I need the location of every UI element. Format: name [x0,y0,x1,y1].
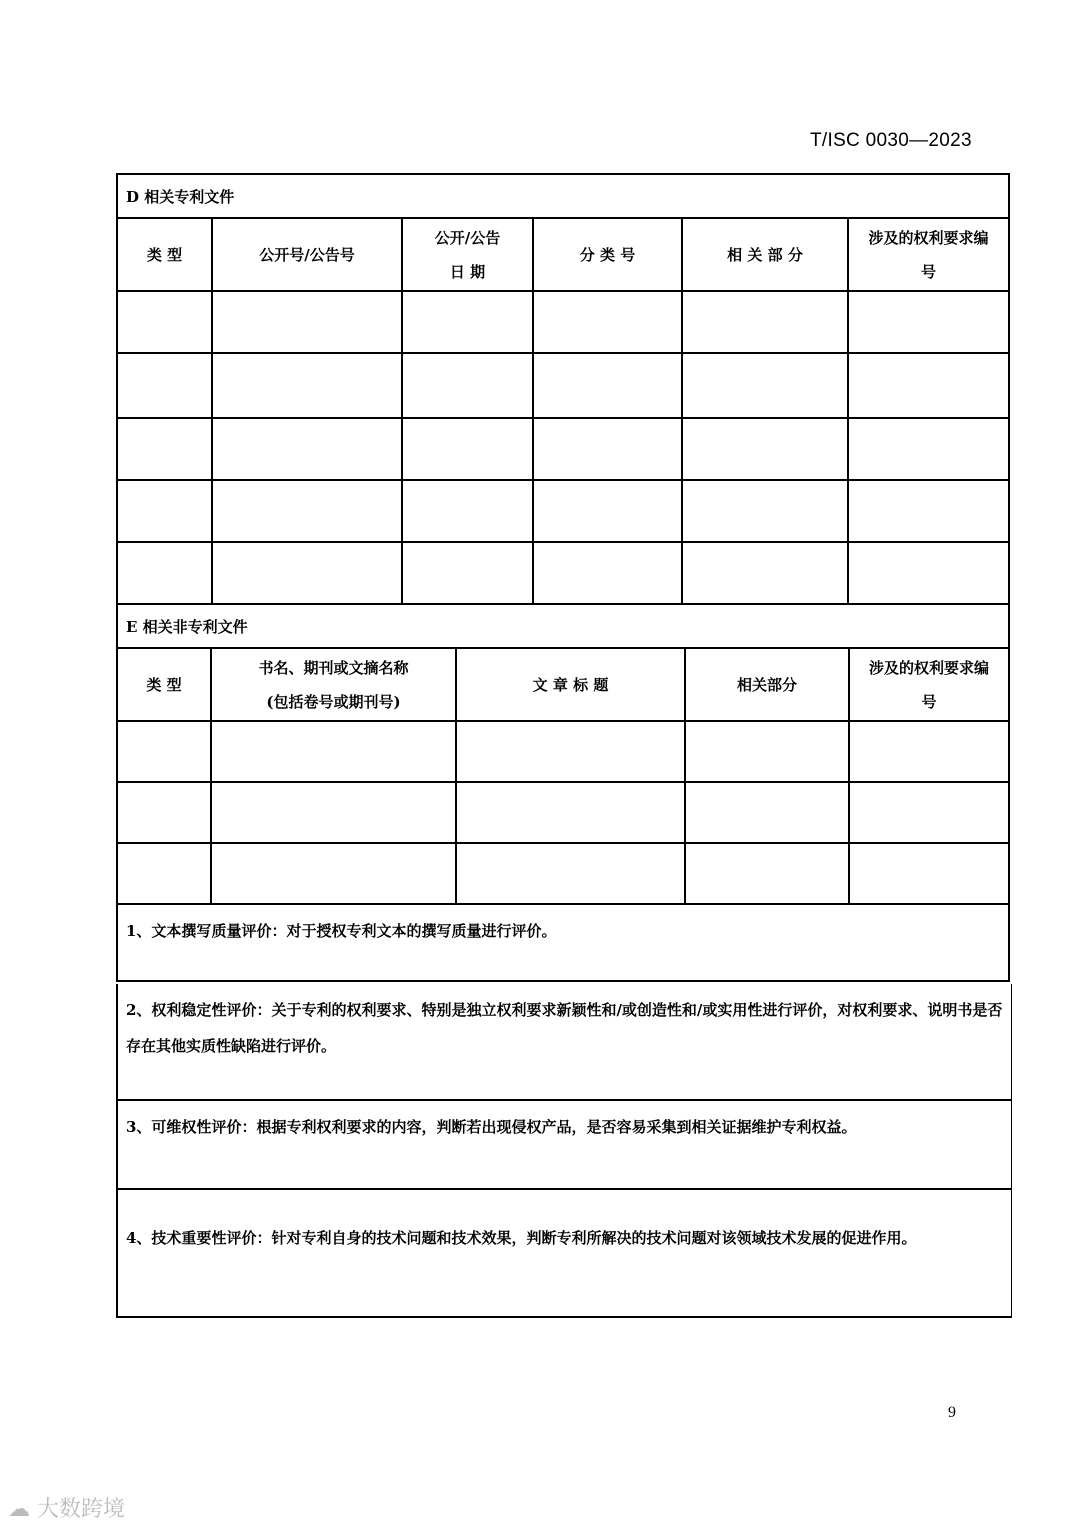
cell[interactable] [685,782,849,843]
cell[interactable] [118,782,211,843]
col-book-name-line2: (包括卷号或期刊号) [266,692,401,711]
evaluation-right-stability[interactable]: 2、权利稳定性评价：关于专利的权利要求、特别是独立权利要求新颖性和/或创造性和/或实用性进行评价，对权利要求、说明书是否存在其他实质性缺陷进行评价。 [116,984,1012,1101]
table-row [118,291,1008,353]
evaluation-technical-importance[interactable]: 4、技术重要性评价：针对专利自身的技术问题和技术效果，判断专利所解决的技术问题对该领域技术发展的促进作用。 [116,1190,1012,1318]
cell[interactable] [533,418,682,480]
cell[interactable] [456,721,685,782]
evaluation-text-quality[interactable]: 1、文本撰写质量评价：对于授权专利文本的撰写质量进行评价。 [118,905,1008,982]
cell[interactable] [118,418,212,480]
col-type: 类 型 [118,649,211,721]
table-row [118,418,1008,480]
page-number: 9 [948,1404,956,1421]
cell[interactable] [212,418,402,480]
col-type: 类 型 [118,219,212,291]
watermark [8,1492,125,1523]
cell[interactable] [118,843,211,904]
cell[interactable] [212,353,402,418]
col-pub-date [402,219,533,291]
col-pub-date-line1: 公开/公告 [434,228,501,247]
cell[interactable] [402,353,533,418]
col-claims-line2: 号 [921,692,937,711]
cell[interactable] [685,843,849,904]
cell[interactable] [211,782,456,843]
cell[interactable] [402,542,533,604]
cell[interactable] [402,480,533,542]
cell[interactable] [848,418,1008,480]
cell[interactable] [849,843,1008,904]
cell[interactable] [848,291,1008,353]
cell[interactable] [533,480,682,542]
section-e-title: E 相关非专利文件 [118,605,1008,649]
cell[interactable] [682,480,848,542]
non-patent-documents-table [118,649,1008,905]
cell[interactable] [533,353,682,418]
cell[interactable] [456,782,685,843]
cell[interactable] [849,782,1008,843]
col-claims [849,649,1008,721]
cell[interactable] [118,353,212,418]
col-article-title: 文 章 标 题 [456,649,685,721]
cell[interactable] [848,542,1008,604]
cell[interactable] [848,353,1008,418]
table-header-row [118,219,1008,291]
patent-documents-table [118,219,1008,605]
evaluation-form [116,173,1010,982]
col-book-name-line1: 书名、期刊或文摘名称 [258,658,409,677]
table-row [118,782,1008,843]
cell[interactable] [682,418,848,480]
col-related: 相 关 部 分 [682,219,848,291]
table-row [118,480,1008,542]
cell[interactable] [118,291,212,353]
cell[interactable] [533,291,682,353]
col-claims-line2: 号 [920,262,936,281]
table-row [118,542,1008,604]
col-pub-date-line2: 日 期 [449,262,486,281]
cell[interactable] [682,542,848,604]
cell[interactable] [456,843,685,904]
cell[interactable] [118,542,212,604]
col-related: 相关部分 [685,649,849,721]
cell[interactable] [211,721,456,782]
cell[interactable] [848,480,1008,542]
table-header-row [118,649,1008,721]
cell[interactable] [682,353,848,418]
cell[interactable] [212,291,402,353]
evaluation-enforceability[interactable]: 3、可维权性评价：根据专利权利要求的内容，判断若出现侵权产品，是否容易采集到相关证据维护专利权益。 [116,1101,1012,1190]
col-book-name [211,649,456,721]
col-claims [848,219,1008,291]
cell[interactable] [402,418,533,480]
document-code: T/ISC 0030—2023 [810,130,972,151]
cell[interactable] [212,480,402,542]
watermark-text: 大数跨境 [37,1497,126,1522]
table-row [118,353,1008,418]
cell[interactable] [682,291,848,353]
col-pub-no: 公开号/公告号 [212,219,402,291]
cell[interactable] [533,542,682,604]
table-row [118,721,1008,782]
watermark-logo-icon: ☁ [8,1497,30,1522]
col-class-no: 分 类 号 [533,219,682,291]
cell[interactable] [118,721,211,782]
cell[interactable] [402,291,533,353]
cell[interactable] [118,480,212,542]
section-d-title: D 相关专利文件 [118,175,1008,219]
col-claims-line1: 涉及的权利要求编 [868,228,989,247]
col-claims-line1: 涉及的权利要求编 [868,658,989,677]
table-row [118,843,1008,904]
cell[interactable] [685,721,849,782]
cell[interactable] [212,542,402,604]
cell[interactable] [849,721,1008,782]
cell[interactable] [211,843,456,904]
